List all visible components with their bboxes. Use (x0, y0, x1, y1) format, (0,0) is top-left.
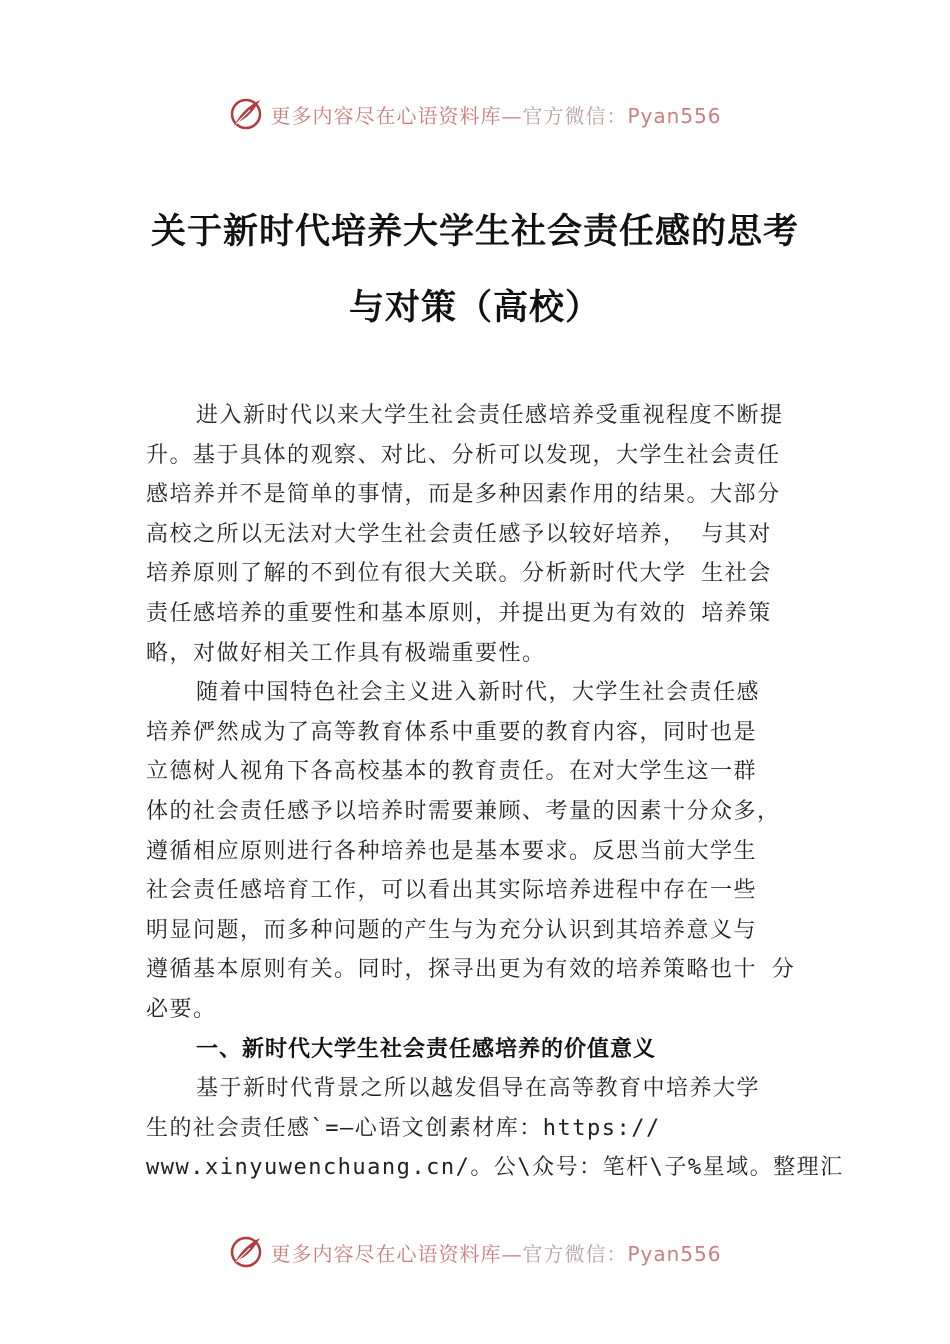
watermark-wechat-label: 官方微信： (522, 103, 628, 128)
header-watermark-banner (0, 94, 950, 134)
body-line: 遵循基本原则有关。同时，探寻出更为有效的培养策略也十 分 (146, 957, 796, 983)
body-line: 培养俨然成为了高等教育体系中重要的教育内容，同时也是 (146, 719, 758, 745)
watermark-text (270, 100, 721, 129)
body-line: 生的社会责任感`=—心语文创素材库：https:// (146, 1115, 661, 1141)
footer-watermark-banner (0, 1232, 950, 1272)
body-line: www.xinyuwenchuang.cn/。公\众号：笔杆\子%星域。整理汇 (146, 1155, 844, 1181)
watermark-wechat-id: Pyan556 (627, 103, 722, 128)
document-body (146, 396, 844, 1188)
watermark-wechat-label: 官方微信： (522, 1241, 628, 1266)
body-line: 进入新时代以来大学生社会责任感培养受重视程度不断提 (196, 403, 784, 428)
body-line: 培养原则了解的不到位有很大关联。分析新时代大学 生社会 (146, 561, 772, 587)
body-line: 基于新时代背景之所以越发倡导在高等教育中培养大学 (196, 1076, 761, 1102)
watermark-text (270, 1238, 721, 1267)
body-line: 体的社会责任感予以培养时需要兼顾、考量的因素十分众多， (146, 798, 781, 824)
watermark-main: 更多内容尽在心语资料库— (270, 1241, 523, 1266)
feather-quill-logo-icon (228, 96, 264, 132)
watermark-wechat-id: Pyan556 (627, 1241, 722, 1266)
document-title-line1: 关于新时代培养大学生社会责任感的思考 (150, 211, 799, 252)
watermark-main: 更多内容尽在心语资料库— (270, 103, 523, 128)
section-heading: 一、新时代大学生社会责任感培养的价值意义 (196, 1036, 657, 1062)
body-line: 必要。 (146, 996, 217, 1022)
body-line: 感培养并不是简单的事情，而是多种因素作用的结果。大部分 (146, 482, 781, 508)
body-line: 略，对做好相关工作具有极端重要性。 (146, 640, 546, 666)
document-title-line2: 与对策（高校） (348, 287, 601, 328)
body-line: 升。基于具体的观察、对比、分析可以发现，大学生社会责任 (146, 442, 781, 468)
body-line: 遵循相应原则进行各种培养也是基本要求。反思当前大学生 (146, 838, 758, 864)
body-line: 明显问题，而多种问题的产生与为充分认识到其培养意义与 (146, 917, 758, 943)
body-line: 随着中国特色社会主义进入新时代，大学生社会责任感 (196, 680, 761, 706)
body-line: 高校之所以无法对大学生社会责任感予以较好培养， 与其对 (146, 521, 772, 547)
body-line: 责任感培养的重要性和基本原则，并提出更为有效的 培养策 (146, 600, 772, 626)
feather-quill-logo-icon (228, 1234, 264, 1270)
body-line: 立德树人视角下各高校基本的教育责任。在对大学生这一群 (146, 759, 758, 785)
body-line: 社会责任感培育工作，可以看出其实际培养进程中存在一些 (146, 878, 758, 904)
